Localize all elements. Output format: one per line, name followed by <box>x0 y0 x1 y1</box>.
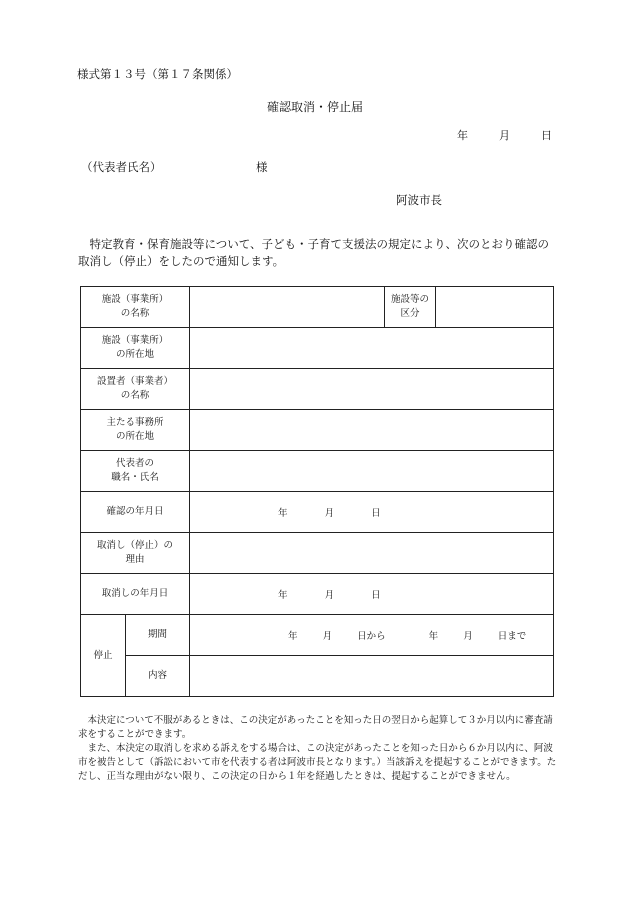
issuer-name: 阿波市長 <box>396 193 442 207</box>
period-end-year: 年 <box>428 631 439 642</box>
date-month: 月 <box>499 129 510 142</box>
reason-field[interactable] <box>190 533 554 574</box>
facility-category-field[interactable] <box>436 287 554 328</box>
representative-title-label: 代表者の 職名・氏名 <box>81 451 190 492</box>
honorific: 様 <box>256 160 268 174</box>
cancel-date-label: 取消しの年月日 <box>81 574 190 615</box>
main-office-field[interactable] <box>190 410 554 451</box>
facility-name-label: 施設（事業所） の名称 <box>81 287 190 328</box>
form-number: 様式第１３号（第１７条関係） <box>77 67 238 81</box>
representative-title-field[interactable] <box>190 451 554 492</box>
document-title: 確認取消・停止届 <box>266 100 363 114</box>
period-start-month: 月 <box>322 631 333 642</box>
table-row <box>81 287 554 328</box>
note-appeal: 本決定について不服があるときは、この決定があったことを知った日の翌日から起算して３か月以内に審査請求をすることができます。 <box>78 715 553 740</box>
period-start-year: 年 <box>288 631 298 642</box>
cancel-date-year: 年 <box>278 590 288 601</box>
period-end-month: 月 <box>463 631 473 642</box>
notes-section <box>78 714 558 784</box>
confirm-date-year: 年 <box>278 508 288 519</box>
facility-address-label: 施設（事業所） の所在地 <box>81 328 190 369</box>
cancel-date-month: 月 <box>324 590 335 601</box>
founder-name-label: 設置者（事業者） の名称 <box>81 369 190 410</box>
confirm-date-label: 確認の年月日 <box>81 492 190 533</box>
table-row <box>81 574 554 615</box>
founder-name-field[interactable] <box>190 369 554 410</box>
document-date <box>457 127 552 143</box>
confirm-date-day: 日 <box>371 508 381 519</box>
date-day: 日 <box>541 129 552 142</box>
confirm-date-month: 月 <box>324 508 335 519</box>
table-row <box>81 533 554 574</box>
date-year: 年 <box>457 129 468 142</box>
cancel-date-field[interactable] <box>190 574 554 615</box>
table-row <box>81 328 554 369</box>
intro-paragraph: 特定教育・保育施設等について、子ども・子育て支援法の規定により、次のとおり確認の取消し（停止）をしたので通知します。 <box>78 237 550 268</box>
facility-address-field[interactable] <box>190 328 554 369</box>
period-end-day: 日まで <box>497 631 527 642</box>
suspension-label: 停止 <box>81 615 126 697</box>
cancellation-form-table <box>80 286 554 697</box>
representative-name-label: （代表者氏名） <box>81 160 162 174</box>
period-label: 期間 <box>126 615 190 656</box>
facility-category-label: 施設等の 区分 <box>385 287 436 328</box>
content-label: 内容 <box>126 656 190 697</box>
table-row <box>81 451 554 492</box>
reason-label: 取消し（停止）の 理由 <box>81 533 190 574</box>
table-row <box>81 656 554 697</box>
table-row <box>81 492 554 533</box>
table-row <box>81 615 554 656</box>
table-row <box>81 369 554 410</box>
period-start-day: 日から <box>357 631 386 642</box>
confirm-date-field[interactable] <box>190 492 554 533</box>
note-lawsuit: また、本決定の取消しを求める訴えをする場合は、この決定があったことを知った日から６か月以内に、阿波市を被告として（訴訟において市を代表する者は阿波市長となります。）当該訴えを提起することができます。ただし、正当な理由がない限り、この決定の日から１年を経過したときは、提起することができません。 <box>78 743 557 782</box>
main-office-label: 主たる事務所 の所在地 <box>81 410 190 451</box>
table-row <box>81 410 554 451</box>
facility-name-field[interactable] <box>190 287 385 328</box>
cancel-date-day: 日 <box>371 590 381 601</box>
content-field[interactable] <box>190 656 554 697</box>
period-field[interactable] <box>190 615 554 656</box>
